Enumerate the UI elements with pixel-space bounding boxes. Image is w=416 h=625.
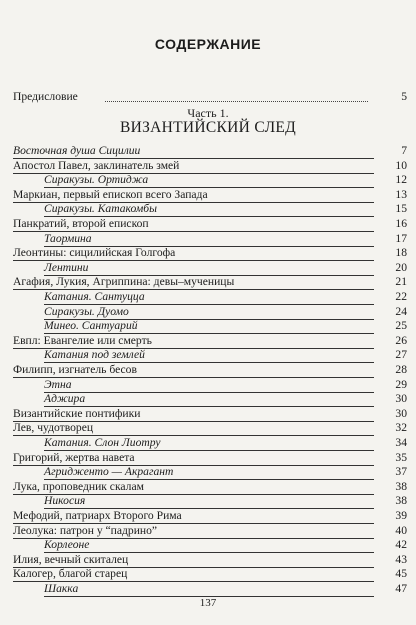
toc-entry-title: Никосия [44,494,86,508]
toc-entry-page: 40 [395,523,407,537]
toc-subentry[interactable] [44,260,407,275]
dot-leader [105,101,368,102]
toc-entry-page: 37 [395,465,407,479]
toc-entry-page: 17 [395,231,407,245]
part-title: ВИЗАНТИЙСКИЙ СЛЕД [119,119,297,136]
toc-entry-page: 29 [395,377,407,391]
toc-entry-page: 34 [395,436,407,449]
toc-subentry[interactable] [44,392,407,406]
toc-entry-title: Леонтины: сицилийская Голгофа [13,246,176,260]
toc-entry-title: Минео. Сантуарий [44,319,138,333]
toc-entry[interactable] [13,333,407,348]
toc-entry-page: 22 [395,290,407,303]
toc-entry-page: 27 [395,348,407,362]
toc-entry[interactable] [13,552,407,567]
toc-entry-title: Калогер, благой старец [13,567,128,581]
page-number: 137 [199,597,217,609]
toc-entry[interactable] [13,363,407,377]
toc-entry-title: Мефодий, патриарх Второго Рима [13,509,182,522]
toc-entry-page: 21 [395,275,407,289]
toc-entry-title: Сиракузы. Катакомбы [44,202,157,216]
toc-subentry[interactable] [44,173,407,187]
toc-entry-title: Этна [44,377,72,391]
toc-entry-title: Византийские понтифики [13,406,141,420]
toc-entry-title: Григорий, жертва навета [13,450,135,464]
toc-entry-title: Лев, чудотворец [13,421,94,435]
toc-entry-page: 32 [395,421,407,435]
toc-entry-title: Аджира [44,392,86,406]
toc-entry-page: 5 [401,90,407,103]
toc-entry-title: Маркиан, первый епископ всего Запада [13,187,208,201]
toc-entry-page: 20 [395,260,407,274]
toc-entry-title: Панкратий, второй епископ [13,217,149,230]
toc-entry-title: Евпл: Евангелие или смерть [13,333,152,347]
toc-entry-title: Катания. Слон Лиотру [44,436,161,449]
toc-entry-page: 42 [395,538,407,552]
page-title: СОДЕРЖАНИЕ [154,36,262,52]
toc-entry-title: Корлеоне [44,538,90,552]
toc-entry-page: 10 [395,158,407,172]
toc-entry[interactable] [13,479,407,494]
toc-entry-page: 39 [395,509,407,522]
toc-entry-page: 12 [395,173,407,187]
toc-entry-title: Леолука: патрон у “падрино” [13,523,158,537]
toc-entry-title: Агридженто — Акрагант [44,465,174,479]
part-label: Часть 1. [187,106,229,120]
toc-entry-title: Илия, вечный скиталец [13,552,129,566]
toc-entry-page: 18 [395,246,407,260]
toc-entry-page: 35 [395,450,407,464]
toc-entry-title: Шакка [44,582,79,595]
toc-entry-page: 26 [395,333,407,347]
toc-entry[interactable] [13,217,407,231]
toc-entry[interactable] [13,406,407,421]
toc-subentry[interactable] [44,494,407,508]
toc-entry-title: Лентини [44,260,89,274]
toc-entry-title: Лука, проповедник скалам [13,479,144,493]
toc-subentry[interactable] [44,465,407,479]
toc-entry[interactable] [13,158,407,173]
toc-subentry[interactable] [44,377,407,392]
toc-entry-page: 28 [395,363,407,376]
toc-entry-title: Филипп, изгнатель бесов [13,363,137,376]
toc-entry-page: 13 [395,187,407,201]
toc-entry-title: Предисловие [13,90,78,103]
toc-entry-page: 24 [395,304,407,318]
toc-entry-page: 30 [395,406,407,420]
toc-entry[interactable] [13,567,407,581]
toc-entry[interactable] [13,450,407,465]
toc-subentry[interactable] [44,202,407,216]
toc-subentry[interactable] [44,538,407,552]
toc-subentry[interactable] [44,304,407,319]
toc-entry[interactable] [13,275,407,289]
toc-entry-title: Катания под землей [44,348,145,362]
toc-subentry[interactable] [44,319,407,333]
toc-entry-title: Восточная душа Сицилии [13,144,141,157]
toc-entry-title: Сиракузы. Дуомо [44,304,129,318]
toc-entry-preface[interactable] [13,90,407,104]
toc-entry-page: 45 [395,567,407,581]
toc-subentry[interactable] [44,231,407,246]
toc-entry-title: Катания. Сантуцца [44,290,145,303]
toc-entry-page: 25 [395,319,407,333]
toc-entry-page: 30 [395,392,407,406]
toc-entry-page: 16 [395,217,407,230]
toc-entry[interactable] [13,523,407,538]
toc-subentry[interactable] [44,348,407,362]
toc-entry-page: 38 [395,479,407,493]
toc-entry-page: 38 [395,494,407,508]
toc-entry[interactable] [13,246,407,260]
toc-entry[interactable] [13,509,407,523]
toc-subentry[interactable] [44,436,407,450]
toc-entry[interactable] [13,144,407,158]
toc-entry-title: Агафия, Лукия, Агриппина: девы–мученицы [13,275,235,289]
toc-entry-page: 7 [401,144,407,157]
toc-subentry[interactable] [44,290,407,304]
toc-entry[interactable] [13,421,407,435]
toc-entry[interactable] [13,187,407,202]
toc-entry-page: 47 [395,582,407,595]
toc-entry-page: 43 [395,552,407,566]
toc-entry-title: Апостол Павел, заклинатель змей [13,158,180,172]
toc-entry-page: 15 [395,202,407,216]
toc-entry-title: Таормина [44,231,92,245]
toc-subentry[interactable] [44,582,407,596]
toc-entry-title: Сиракузы. Ортиджа [44,173,149,187]
